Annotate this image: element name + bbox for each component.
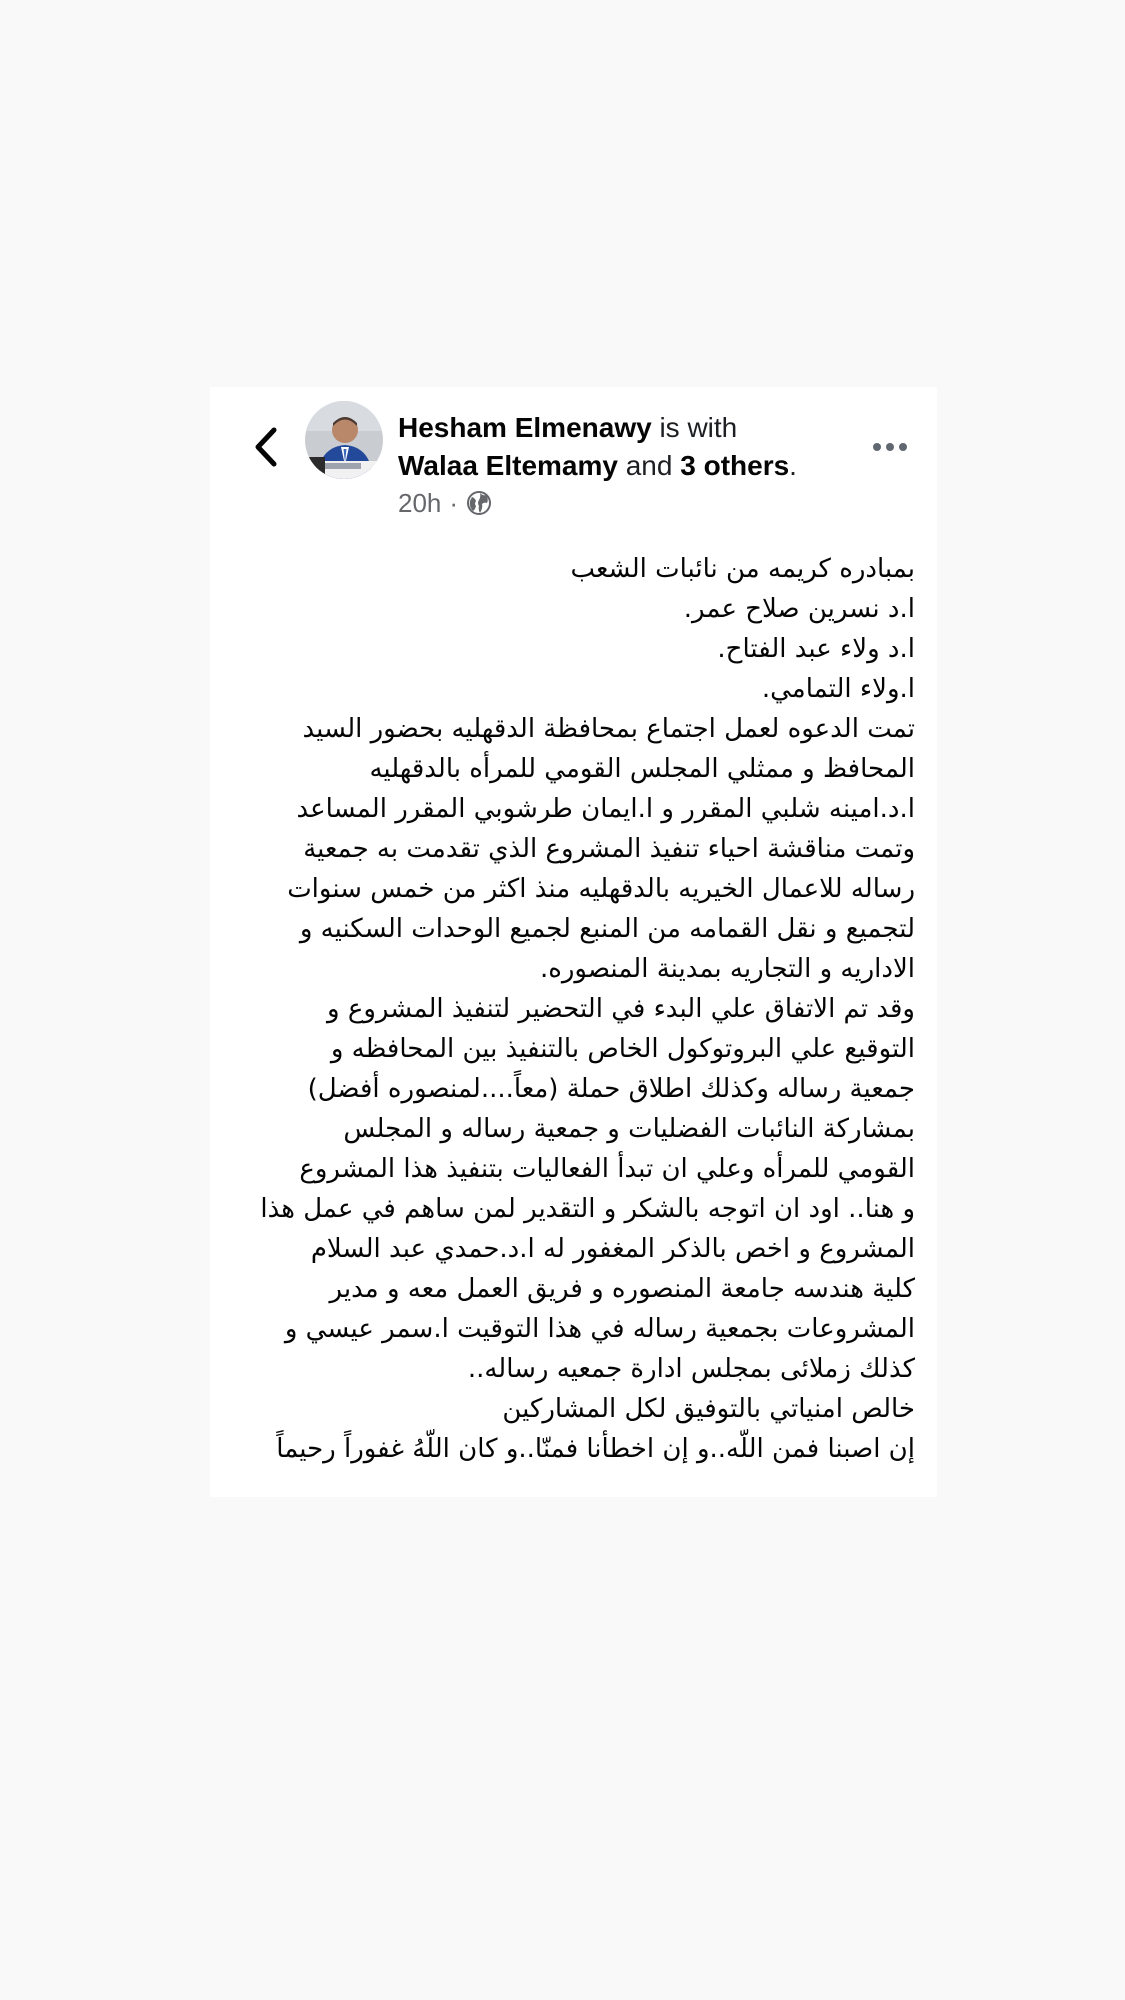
post-line: بمبادره كريمه من نائبات الشعب xyxy=(570,554,915,584)
post-line: المحافظ و ممثلي المجلس القومي للمرأه بالدقهليه xyxy=(369,754,915,784)
post-line: التوقيع علي البروتوكول الخاص بالتنفيذ بين المحافظه و xyxy=(330,1034,915,1064)
post-line: المشروع و اخص بالذكر المغفور له ا.د.حمدي عبد السلام xyxy=(310,1234,915,1264)
post-text xyxy=(230,549,915,1469)
post-line: خالص امنياتي بالتوفيق لكل المشاركين xyxy=(502,1394,915,1424)
post-line: إن اصبنا فمن اللّه..و إن اخطأنا فمنّا..و كان اللّهُ غفوراً رحيماً xyxy=(276,1434,915,1464)
post-line: ا.د نسرين صلاح عمر. xyxy=(683,594,915,624)
meta-separator: · xyxy=(449,488,459,518)
post-line: بمشاركة النائبات الفضليات و جمعية رساله و المجلس xyxy=(343,1114,915,1144)
post-line: الاداريه و التجاريه بمدينة المنصوره. xyxy=(539,954,915,984)
with-text: is with xyxy=(659,412,738,443)
others-link[interactable]: 3 others xyxy=(680,450,790,481)
post-line: ا.ولاء التمامي. xyxy=(761,674,915,704)
post-line: القومي للمرأه وعلي ان تبدأ الفعاليات بتنفيذ هذا المشروع xyxy=(299,1154,915,1184)
post-line: كذلك زملائى بمجلس ادارة جمعيه رساله.. xyxy=(467,1354,915,1384)
post-line: وتمت مناقشة احياء تنفيذ المشروع الذي تقدمت به جمعية xyxy=(303,834,915,864)
globe-icon xyxy=(466,490,492,516)
and-text: and xyxy=(625,450,673,481)
post-line: ا.د.امينه شلبي المقرر و ا.ايمان طرشوبي المقرر المساعد xyxy=(296,794,915,824)
post-line: و هنا.. اود ان اتوجه بالشكر و التقدير لمن ساهم في عمل هذا xyxy=(260,1194,915,1224)
tagged-person-name[interactable]: Walaa Eltemamy xyxy=(398,450,618,481)
post-time[interactable]: 20h xyxy=(398,488,442,518)
avatar[interactable] xyxy=(305,401,383,479)
post-meta xyxy=(398,487,492,519)
post-header-title xyxy=(398,409,848,485)
post-line: وقد تم الاتفاق علي البدء في التحضير لتنفيذ المشروع و xyxy=(327,994,915,1024)
post-header xyxy=(210,387,937,517)
post-line: جمعية رساله وكذلك اطلاق حملة (معاً....لمنصوره أفضل) xyxy=(307,1074,915,1104)
author-name[interactable]: Hesham Elmenawy xyxy=(398,412,652,443)
post-card xyxy=(210,387,937,1497)
more-options-button[interactable] xyxy=(865,427,915,467)
post-line: تمت الدعوه لعمل اجتماع بمحافظة الدقهليه بحضور السيد xyxy=(302,714,915,744)
post-line: لتجميع و نقل القمامه من المنبع لجميع الوحدات السكنيه و xyxy=(299,914,915,944)
post-line: كلية هندسه جامعة المنصوره و فريق العمل معه و مدير xyxy=(329,1274,915,1304)
back-button[interactable] xyxy=(242,419,290,475)
post-line: ا.د ولاء عبد الفتاح. xyxy=(717,634,915,664)
period-text: . xyxy=(789,450,797,481)
more-dots-icon xyxy=(872,442,908,452)
post-line: المشروعات بجمعية رساله في هذا التوقيت ا.سمر عيسي و xyxy=(284,1314,915,1344)
chevron-left-icon xyxy=(253,427,279,467)
post-line: رساله للاعمال الخيريه بالدقهليه منذ اكثر من خمس سنوات xyxy=(287,874,915,904)
